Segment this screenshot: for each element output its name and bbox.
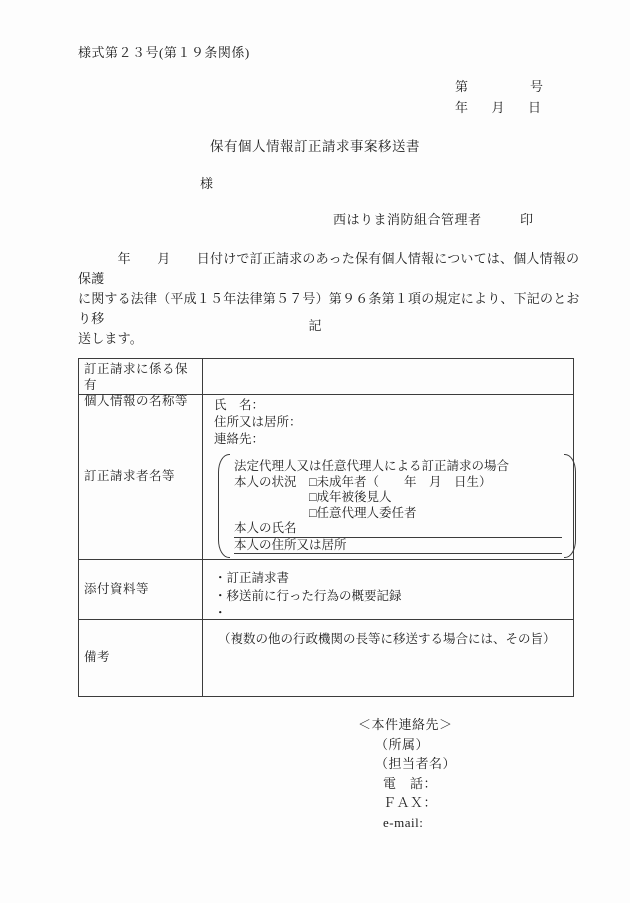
field-contact: 連絡先：	[214, 432, 265, 446]
transfer-table	[78, 358, 574, 697]
table-row-requester	[79, 394, 573, 559]
seal-mark: 印	[520, 212, 534, 227]
contact-block	[358, 715, 456, 832]
year-label: 年	[455, 100, 469, 115]
label-requester-name	[79, 395, 203, 559]
contact-line-person: （担当者名）	[375, 756, 457, 771]
attachment-item: ・訂正請求書	[214, 571, 290, 585]
label-information-name	[79, 359, 203, 408]
table-row-attachments	[79, 559, 573, 619]
label-line: 訂正請求に係る保有	[84, 362, 189, 392]
information-name-cell	[203, 359, 573, 394]
doc-number-prefix: 第	[455, 79, 469, 94]
minor-checkbox-line: 本人の状況 □未成年者（ 年 月 日生）	[234, 474, 492, 489]
field-name: 氏 名：	[214, 398, 265, 412]
contact-header: ＜本件連絡先＞	[358, 717, 453, 732]
date-line	[455, 100, 541, 116]
contact-line-fax: ＦＡＸ：	[383, 795, 438, 810]
label-line: 個人情報の名称等	[84, 394, 189, 408]
document-title: 保有個人情報訂正請求事案移送書	[210, 139, 420, 154]
legal-representative-box	[218, 454, 576, 558]
remarks-cell	[203, 620, 573, 696]
doc-number-suffix: 号	[529, 79, 543, 94]
field-address: 住所又は居所：	[214, 415, 302, 429]
body-line: 送します。	[78, 331, 143, 346]
contact-line-email: e-mail:	[383, 814, 424, 830]
label-remarks	[79, 620, 203, 696]
principal-address-line: 本人の住所又は居所	[234, 538, 562, 555]
attachment-item: ・移送前に行った行為の概要記録	[214, 588, 402, 603]
day-label: 日	[527, 100, 541, 115]
label-text: 訂正請求者名等	[84, 469, 176, 484]
addressee-label: 様	[200, 176, 214, 191]
voluntary-agent-checkbox-line: □任意代理人委任者	[234, 505, 417, 520]
table-row-remarks	[79, 619, 573, 696]
proxy-case-line: 法定代理人又は任意代理人による訂正請求の場合	[234, 459, 510, 473]
record-marker: 記	[308, 318, 322, 333]
adult-ward-checkbox-line: □成年被後見人	[234, 490, 392, 504]
label-attachments	[79, 560, 203, 619]
form-number: 様式第２３号(第１９条関係)	[78, 45, 250, 60]
remarks-note: （複数の他の行政機関の長等に移送する場合には、その旨）	[218, 632, 556, 646]
issuer-name: 西はりま消防組合管理者	[333, 212, 482, 227]
contact-line-affiliation: （所属）	[375, 736, 430, 752]
body-line: 年 月 日付けで訂正請求のあった保有個人情報については、個人情報の保護	[78, 251, 580, 286]
principal-name-line: 本人の氏名	[234, 521, 562, 538]
body-line: に関する法律（平成１５年法律第５７号）第９６条第１項の規定により、下記のとおり移	[78, 291, 580, 326]
requester-cell	[203, 395, 576, 559]
label-text: 備考	[84, 650, 111, 665]
attachments-cell	[203, 560, 573, 619]
doc-number-line	[455, 79, 543, 95]
label-text: 添付資料等	[84, 581, 150, 596]
month-label: 月	[491, 100, 505, 115]
requester-fields	[214, 397, 576, 448]
contact-line-phone: 電 話：	[383, 775, 438, 791]
attachment-item: ・	[214, 606, 227, 620]
